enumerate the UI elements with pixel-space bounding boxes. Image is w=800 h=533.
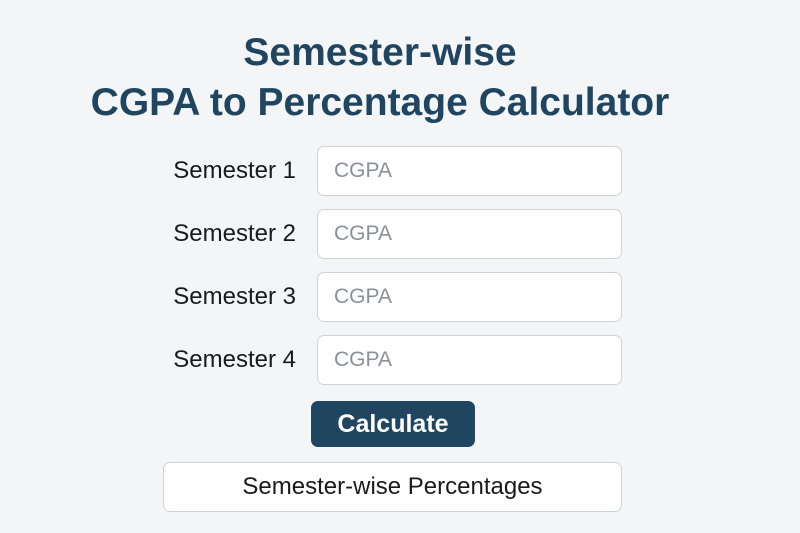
result-heading: Semester-wise Percentages: [242, 473, 543, 500]
semester-2-cgpa-input[interactable]: [317, 209, 622, 259]
page-title-line-2: CGPA to Percentage Calculator: [90, 81, 670, 124]
calculate-button[interactable]: Calculate: [311, 401, 475, 447]
semester-3-label: Semester 3: [173, 283, 296, 310]
semester-1-label: Semester 1: [173, 157, 296, 184]
semester-2-label: Semester 2: [173, 220, 296, 247]
semester-percentages-result: [163, 462, 622, 512]
page-title-line-1: Semester-wise: [243, 31, 517, 74]
semester-4-cgpa-input[interactable]: [317, 335, 622, 385]
semester-1-cgpa-input[interactable]: [317, 146, 622, 196]
semester-3-cgpa-input[interactable]: [317, 272, 622, 322]
semester-4-label: Semester 4: [173, 346, 296, 373]
